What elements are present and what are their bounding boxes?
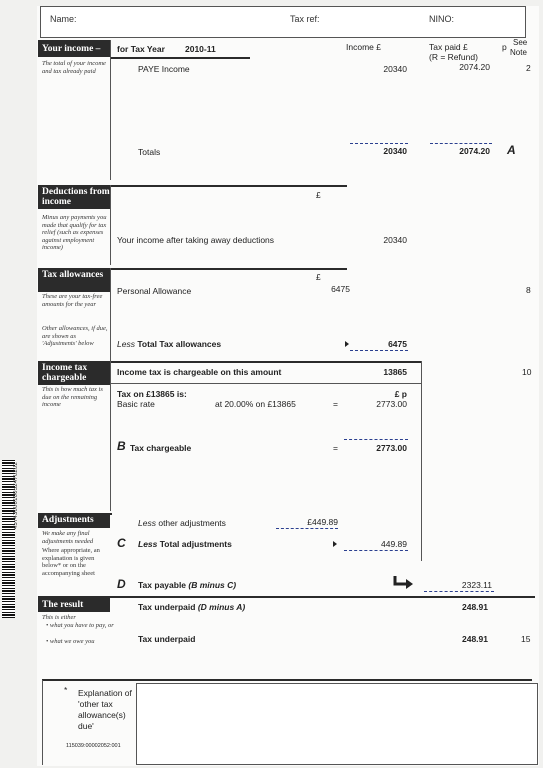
- result-bullet-2: • what we owe you: [46, 638, 95, 645]
- total-adjustments-less: Less: [138, 539, 158, 549]
- allowances-side-note-1: These are your tax-free amounts for the year: [42, 293, 103, 308]
- taxpaid-column-header: Tax paid £: [429, 42, 468, 52]
- paye-income-label: PAYE Income: [138, 64, 190, 74]
- tax-underpaid-formula: (D minus A): [197, 602, 246, 612]
- deductions-side-note: Minus any payments you made that qualify for tax relief (such as expenses against employment income): [42, 214, 107, 251]
- other-adjustments-rule: [276, 528, 338, 529]
- adjustments-section-header: [38, 513, 110, 528]
- total-allowances-value: 6475: [388, 339, 407, 349]
- tax-chargeable-rule: [344, 439, 408, 440]
- adjustments-top-tick: [110, 513, 112, 515]
- other-adjustments-less: Less: [138, 518, 156, 528]
- allowances-left-rule: [110, 268, 111, 362]
- other-adjustments-value: £449.89: [307, 517, 338, 527]
- result-section-title: The result: [42, 600, 84, 610]
- tax-year-underline: [110, 57, 250, 59]
- allowances-currency: £: [316, 272, 321, 282]
- deductions-top-rule: [110, 185, 347, 187]
- result-bullet-1: • what you have to pay, or: [46, 622, 114, 629]
- totals-label: Totals: [138, 147, 161, 157]
- tax-underpaid-value-1: 248.91: [462, 602, 488, 612]
- allowances-section-header: [38, 268, 110, 292]
- adjustments-side-note-2: Where appropriate, an explanation is given below* or on the accompanying sheet: [42, 547, 100, 577]
- tax-payable-label: [138, 580, 236, 590]
- tax-payable-mark-d: D: [117, 577, 126, 591]
- total-allowances-text: Total Tax allowances: [137, 339, 222, 349]
- chargeable-income-label: Income tax is chargeable on this amount: [117, 367, 282, 377]
- tax-underpaid-formula-label: [138, 602, 245, 612]
- taxref-label: Tax ref:: [290, 14, 320, 24]
- allowances-top-rule: [110, 268, 347, 270]
- name-label: Name:: [50, 14, 77, 24]
- tax-underpaid-value-2: 248.91: [462, 634, 488, 644]
- income-after-deductions-value: 20340: [383, 235, 407, 245]
- chargeable-side-note: This is how much tax is due on the remaining income: [42, 386, 103, 408]
- tax-payable-rule: [424, 591, 494, 592]
- other-adjustments-text: other adjustments: [158, 518, 226, 528]
- total-allowances-label: [117, 339, 221, 349]
- income-after-deductions-label: Your income after taking away deductions: [117, 235, 275, 245]
- barcode-number: 4574300010052470202: [13, 462, 19, 530]
- deductions-left-rule: [110, 185, 111, 265]
- basic-rate-label: Basic rate: [117, 399, 155, 409]
- income-side-note: The total of your income and tax already paid: [42, 60, 106, 75]
- tax-payable-formula: (B minus C): [188, 580, 237, 590]
- chargeable-income-value: 13865: [383, 367, 407, 377]
- total-adjustments-rule: [344, 550, 408, 551]
- allowances-side-note-2: Other allowances, if due, are shown as 'Adjustments' below: [42, 325, 108, 347]
- pence-column-header: p: [502, 42, 507, 52]
- tax-chargeable-value: 2773.00: [376, 443, 407, 453]
- basic-rate-calculation: at 20.00% on £13865: [215, 399, 296, 409]
- chargeable-section-header: [38, 361, 110, 385]
- total-adjustments-label: [138, 539, 232, 549]
- tax-payable-arrow-icon: [393, 574, 415, 590]
- tax-chargeable-mark-b: B: [117, 439, 126, 453]
- result-bullet-2-text: what we owe you: [49, 638, 95, 645]
- tax-underpaid-label: Tax underpaid: [138, 634, 196, 644]
- personal-allowance-value: 6475: [331, 284, 350, 294]
- paye-note-ref: 2: [526, 63, 531, 73]
- tax-chargeable-label: Tax chargeable: [130, 443, 192, 453]
- explanation-label: Explanation of 'other tax allowance(s) due': [78, 688, 132, 731]
- tax-calculation-sheet: [37, 6, 539, 766]
- deductions-currency: £: [316, 190, 321, 200]
- personal-allowance-label: Personal Allowance: [117, 286, 192, 296]
- tax-on-currency: £ p: [394, 389, 407, 399]
- income-left-rule: [110, 40, 111, 180]
- basic-rate-equals: =: [333, 399, 338, 409]
- other-adjustments-label: [138, 518, 226, 528]
- refund-column-header: (R = Refund): [429, 52, 478, 62]
- personal-allowance-note-ref: 8: [526, 285, 531, 295]
- total-allowances-arrow-icon: [345, 341, 349, 347]
- total-adjustments-text: Total adjustments: [159, 539, 232, 549]
- chargeable-divider: [110, 383, 421, 384]
- see-column-header: See: [513, 38, 528, 47]
- paye-income-amount: 20340: [383, 64, 407, 74]
- tax-payable-value: 2323.11: [461, 580, 492, 590]
- total-allowances-less: Less: [117, 339, 135, 349]
- result-side-note: This is either: [42, 614, 76, 621]
- total-adjustments-value: 449.89: [381, 539, 407, 549]
- total-adjustments-arrow-icon: [333, 541, 337, 547]
- result-bullet-1-text: what you have to pay, or: [49, 622, 114, 629]
- income-section-title: Your income –: [42, 44, 101, 54]
- totals-mark-a: A: [507, 143, 516, 157]
- totals-tax-rule: [430, 143, 492, 144]
- explanation-text-box: [136, 683, 538, 765]
- nino-label: NINO:: [429, 14, 455, 24]
- explanation-asterisk: *: [64, 685, 68, 695]
- totals-income-rule: [350, 143, 408, 144]
- totals-tax-paid: 2074.20: [459, 146, 490, 156]
- income-column-header: Income £: [346, 42, 381, 52]
- tax-underpaid-formula-text: Tax underpaid: [138, 602, 196, 612]
- chargeable-right-rule: [421, 361, 422, 561]
- result-section-header: [38, 596, 110, 612]
- tax-underpaid-note-ref: 15: [521, 634, 531, 644]
- tax-payable-text: Tax payable: [138, 580, 187, 590]
- income-section-header: [38, 40, 110, 57]
- tax-year-value: 2010-11: [185, 44, 216, 54]
- tax-chargeable-equals: =: [333, 443, 338, 453]
- deductions-section-header: [38, 185, 110, 209]
- basic-rate-value: 2773.00: [376, 399, 407, 409]
- allowances-section-title: Tax allowances: [42, 270, 104, 280]
- chargeable-section-title: Income tax chargeable: [42, 363, 88, 383]
- result-top-rule: [110, 596, 535, 598]
- adjustments-section-title: Adjustments: [42, 515, 94, 525]
- form-code: 115039:00002052:001: [66, 743, 121, 749]
- paye-tax-paid: 2074.20: [459, 62, 490, 72]
- totals-income: 20340: [383, 146, 407, 156]
- chargeable-note-ref: 10: [522, 367, 532, 377]
- total-allowances-rule: [350, 350, 408, 351]
- tax-on-label: Tax on £13865 is:: [117, 389, 187, 399]
- deductions-section-title: Deductions from income: [42, 187, 110, 207]
- chargeable-top-rule: [110, 361, 422, 363]
- note-column-header: Note: [510, 48, 527, 57]
- adjustments-side-note-1: We make any final adjustments needed: [42, 530, 94, 545]
- tax-year-label: for Tax Year: [117, 44, 165, 54]
- adjustments-mark-c: C: [117, 536, 126, 550]
